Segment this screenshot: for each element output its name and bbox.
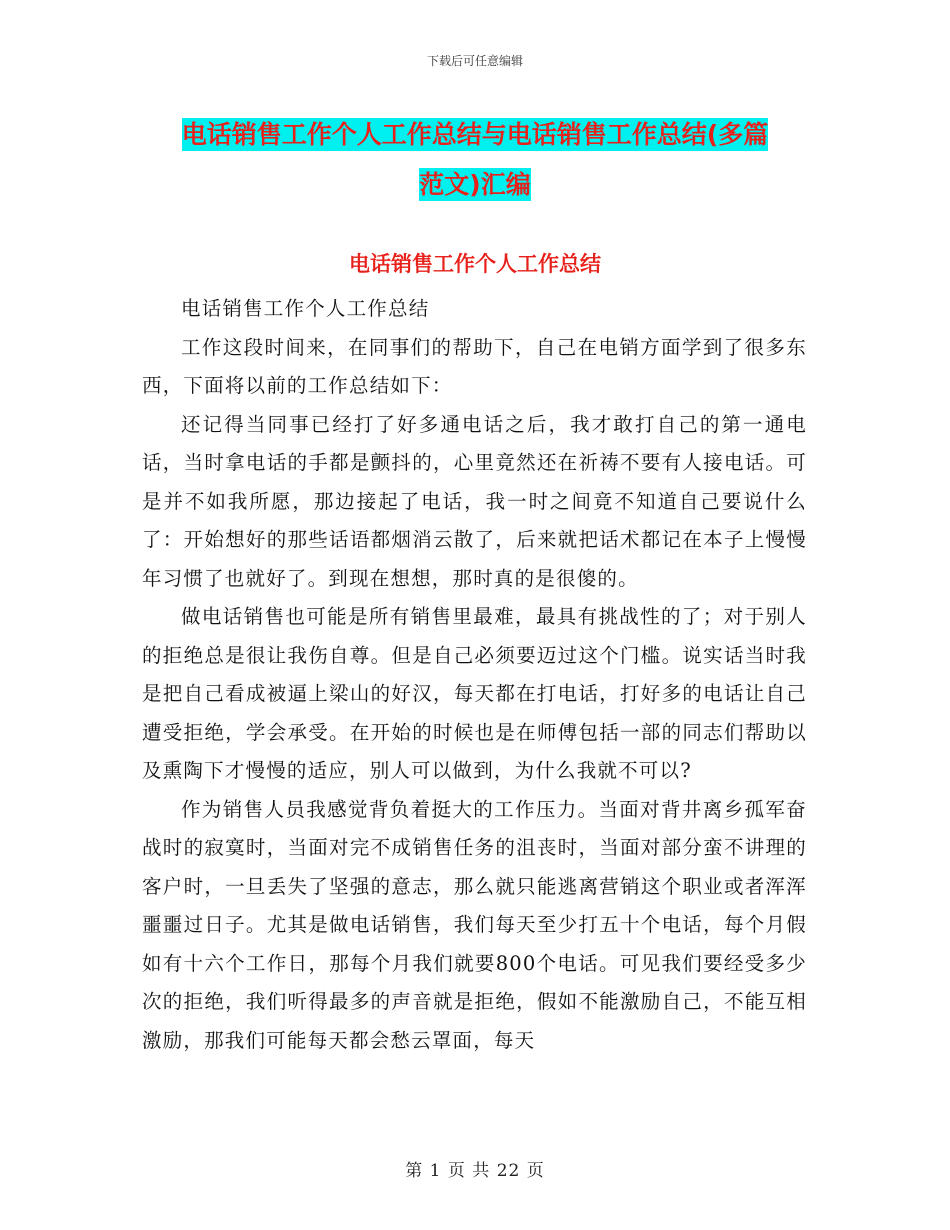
page-number-footer: 第 1 页 共 22 页: [405, 1161, 545, 1181]
paragraph: 工作这段时间来，在同事们的帮助下，自己在电销方面学到了很多东西，下面将以前的工作总结如下：: [142, 335, 807, 397]
section-title: 电话销售工作个人工作总结: [349, 252, 601, 276]
paragraph: 作为销售人员我感觉背负着挺大的工作压力。当面对背井离乡孤军奋战时的寂寞时，当面对完不成销售任务的沮丧时，当面对部分蛮不讲理的客户时，一旦丢失了坚强的意志，那么就只能逃离营销这个职业或者浑浑噩噩过日子。尤其是做电话销售，我们每天至少打五十个电话，每个月假如有十六个工作日，那每个月我们就要800个电话。可见我们要经受多少次的拒绝，我们听得最多的声音就是拒绝，假如不能激励自己，不能互相激励，那我们可能每天都会愁云罩面，每天: [142, 797, 807, 1052]
document-title-line-2: 范文)汇编: [419, 170, 531, 199]
paragraph: 电话销售工作个人工作总结: [181, 297, 430, 320]
page-header-note: 下载后可任意编辑: [426, 54, 523, 68]
document-title: [140, 110, 810, 210]
body-text: [142, 290, 807, 1060]
document-title-line-1: 电话销售工作个人工作总结与电话销售工作总结(多篇: [181, 120, 769, 149]
paragraph: 做电话销售也可能是所有销售里最难，最具有挑战性的了；对于别人的拒绝总是很让我伤自尊。但是自己必须要迈过这个门槛。说实话当时我是把自己看成被逼上梁山的好汉，每天都在打电话，打好多的电话让自己遭受拒绝，学会承受。在开始的时候也是在师傅包括一部的同志们帮助以及熏陶下才慢慢的适应，别人可以做到，为什么我就不可以?: [142, 605, 807, 782]
paragraph: 还记得当同事已经打了好多通电话之后，我才敢打自己的第一通电话，当时拿电话的手都是颤抖的，心里竟然还在祈祷不要有人接电话。可是并不如我所愿，那边接起了电话，我一时之间竟不知道自己要说什么了：开始想好的那些话语都烟消云散了，后来就把话术都记在本子上慢慢年习惯了也就好了。到现在想想，那时真的是很傻的。: [142, 412, 807, 590]
